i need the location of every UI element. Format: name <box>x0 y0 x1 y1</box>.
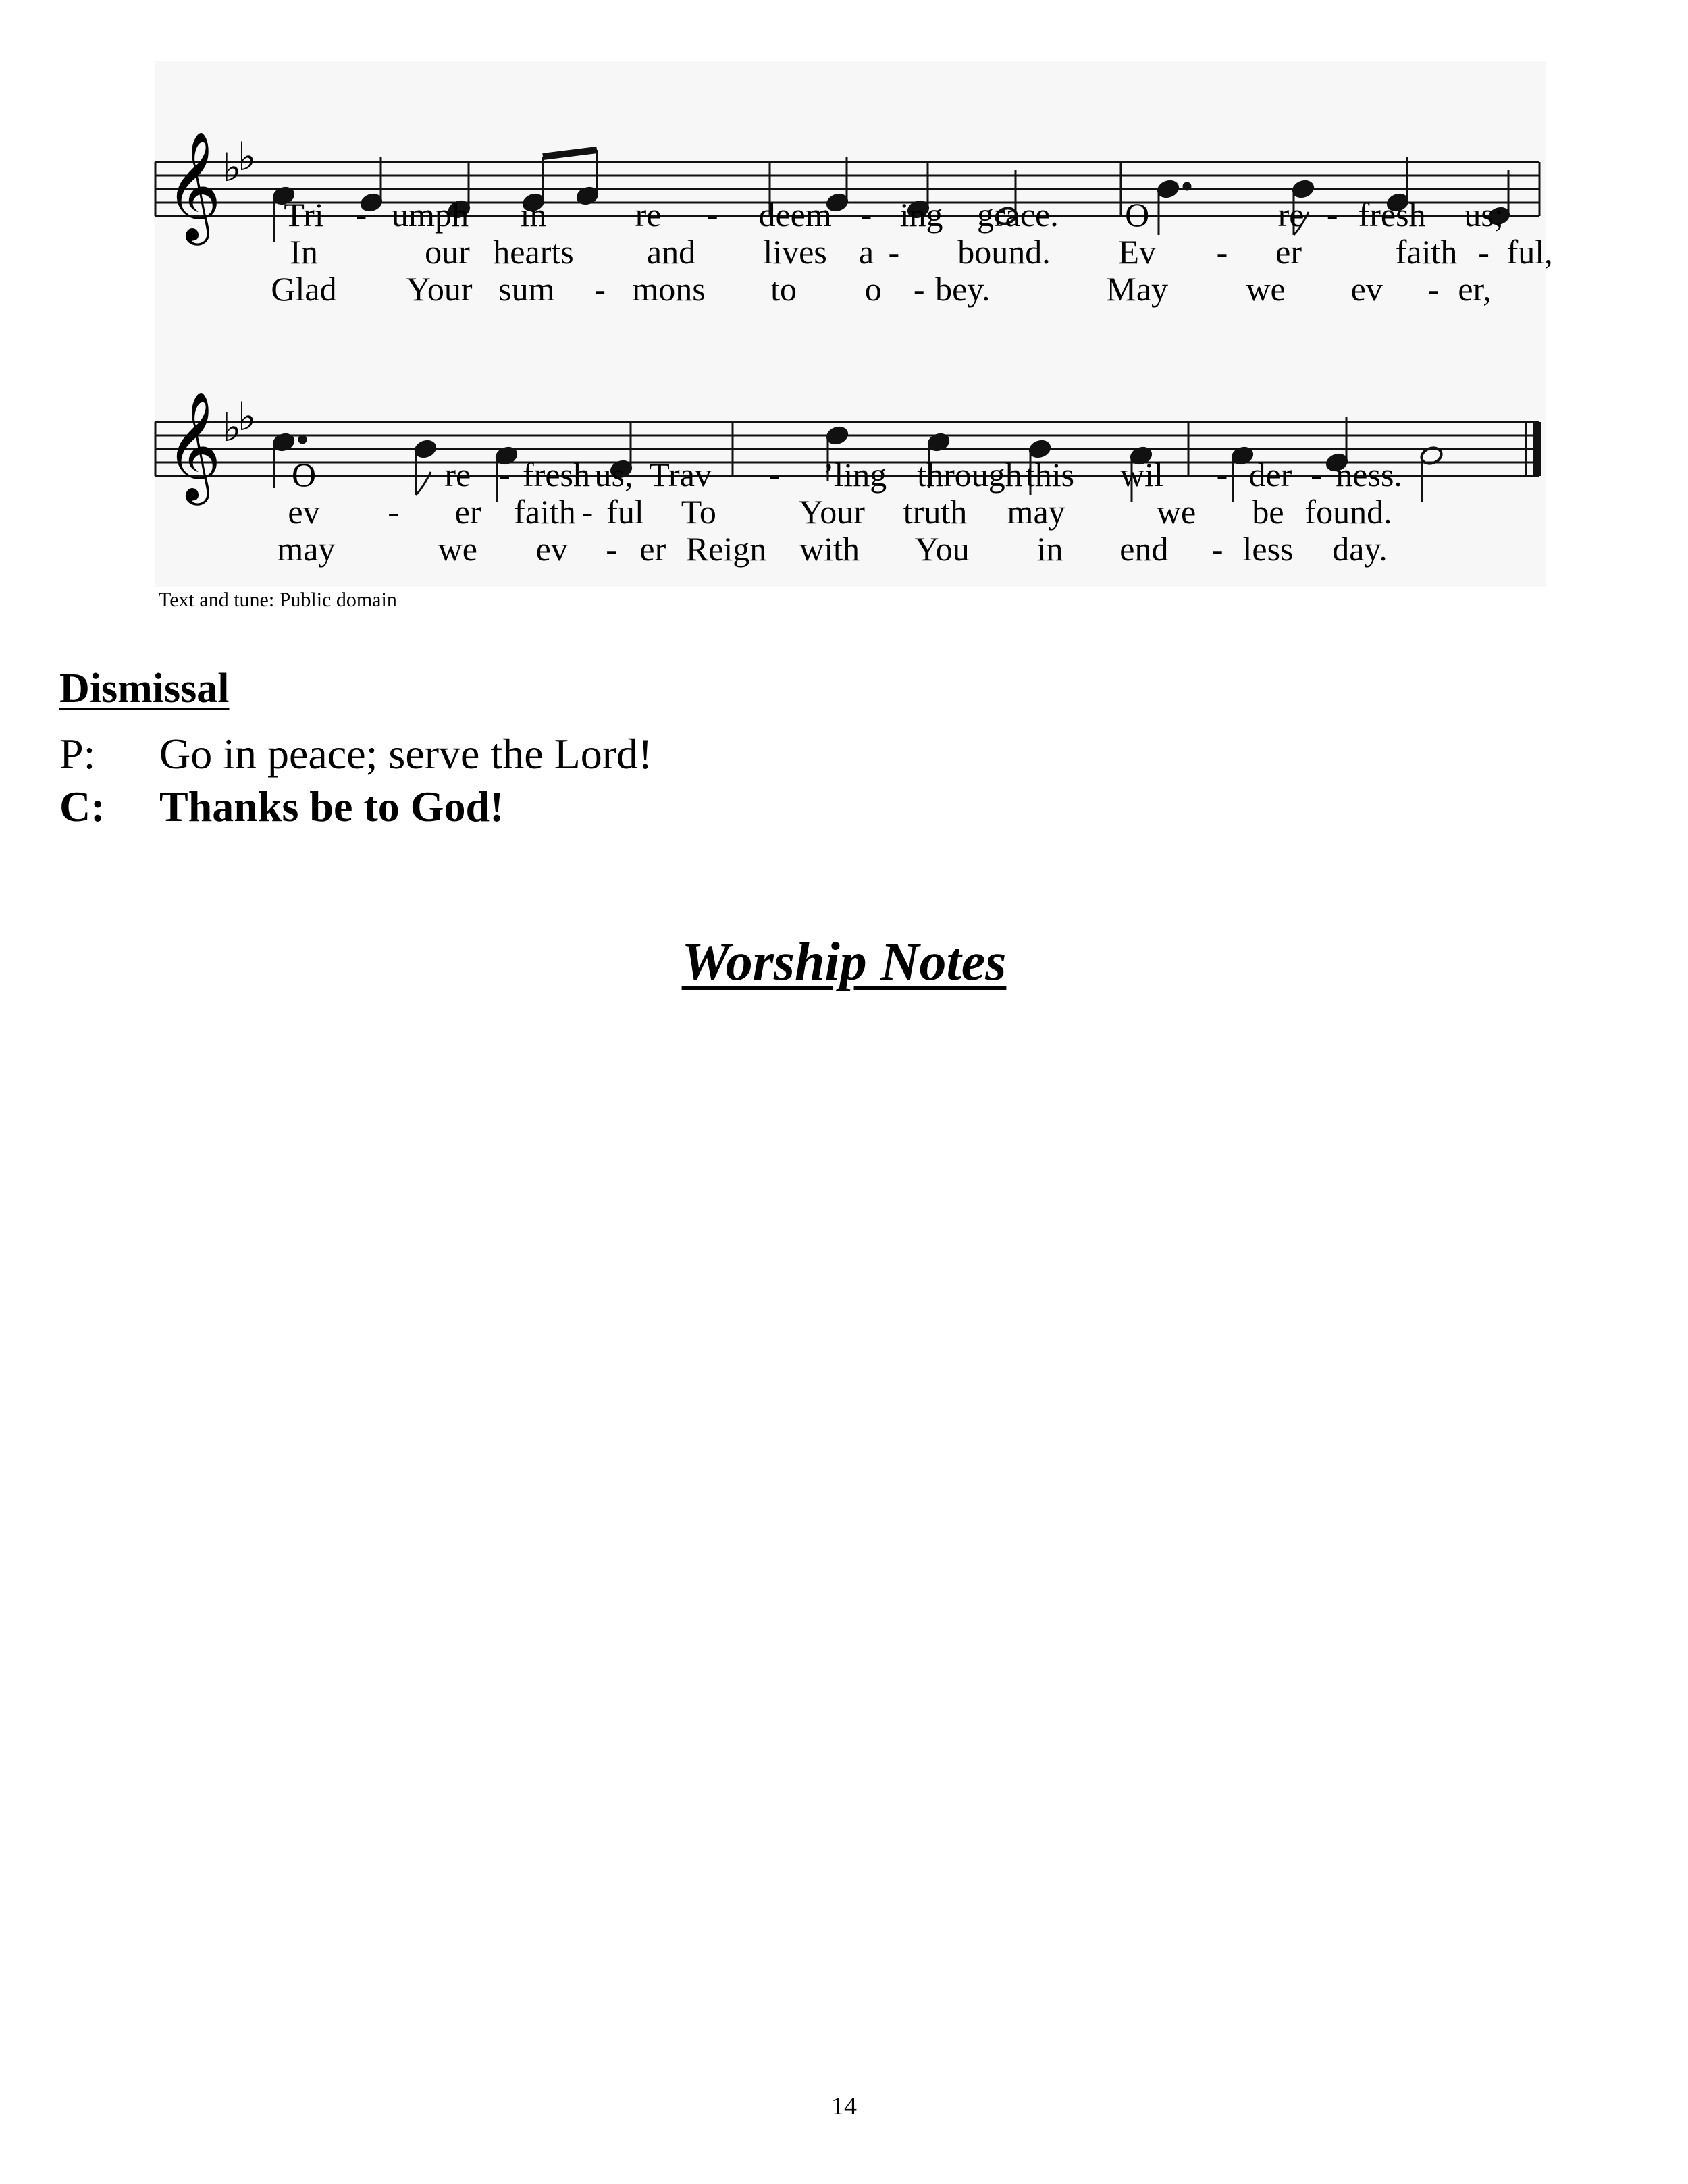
lyric-syllable: ev <box>1350 270 1383 308</box>
lyric-syllable: - <box>768 456 781 494</box>
lyric-syllable: o <box>864 270 882 308</box>
lyric-syllable: - <box>1311 456 1322 494</box>
lyric-syllable: sum <box>498 270 555 308</box>
lyric-syllable: found. <box>1304 493 1392 531</box>
speaker-role: P: <box>59 730 96 778</box>
lyric-syllable: lives <box>763 233 827 271</box>
lyric-syllable: Your <box>799 493 865 531</box>
lyric-syllable: ev <box>288 493 320 531</box>
lyric-syllable: - <box>499 456 510 494</box>
lyric-syllable: - <box>888 233 900 271</box>
lyric-syllable: hearts <box>493 233 574 271</box>
lyric-syllable: ness. <box>1336 456 1402 494</box>
lyric-syllable: be <box>1252 493 1284 531</box>
lyric-syllable: Glad <box>271 270 337 308</box>
lyric-syllable: we <box>438 530 477 568</box>
lyric-syllable: - <box>606 530 617 568</box>
lyric-syllable: truth <box>903 493 968 531</box>
lyric-syllable: - <box>860 196 872 234</box>
lyric-syllable: O <box>291 456 317 494</box>
lyric-syllable: O <box>1125 196 1150 234</box>
lyric-syllable: Reign <box>685 530 767 568</box>
lyric-syllable: re <box>444 456 471 494</box>
lyric-syllable: mons <box>632 270 706 308</box>
lyric-syllable: less <box>1242 530 1294 568</box>
lyric-syllable: bey. <box>935 270 991 308</box>
flat-icon: ♭ <box>238 394 257 440</box>
lyric-syllable: faith <box>1395 233 1458 271</box>
lyric-syllable: may <box>277 530 336 568</box>
hymn-credit: Text and tune: Public domain <box>159 589 397 611</box>
lyric-syllable: - <box>1216 456 1228 494</box>
spoken-text: Go in peace; serve the Lord! <box>159 730 653 778</box>
lyric-syllable: ful <box>606 493 644 531</box>
speaker-role: C: <box>59 782 105 830</box>
lyric-syllable: faith <box>514 493 576 531</box>
treble-clef-icon: 𝄞 <box>165 391 221 501</box>
lyric-syllable: ful, <box>1506 233 1553 271</box>
lyric-syllable: der <box>1248 456 1292 494</box>
lyric-syllable: deem <box>758 196 832 234</box>
lyric-syllable: - <box>913 270 925 308</box>
lyric-syllable: Ev <box>1118 233 1156 271</box>
lyric-syllable: re <box>635 196 662 234</box>
lyric-syllable: with <box>799 530 860 568</box>
lyric-syllable: in <box>1036 530 1063 568</box>
page-number: 14 <box>831 2092 857 2121</box>
lyric-syllable: - <box>594 270 606 308</box>
lyric-syllable: - <box>1211 530 1223 568</box>
note-beam <box>543 150 597 157</box>
lyric-syllable: we <box>1156 493 1196 531</box>
lyric-syllable: we <box>1246 270 1286 308</box>
lyric-syllable: this <box>1025 456 1075 494</box>
lyric-syllable: a <box>858 233 874 271</box>
lyric-syllable: - <box>1216 233 1228 271</box>
lyric-syllable: day. <box>1332 530 1388 568</box>
spoken-text: Thanks be to God! <box>159 782 504 830</box>
flat-icon: ♭ <box>238 134 257 180</box>
lyric-syllable: Trav <box>649 456 712 494</box>
lyric-syllable: through <box>917 456 1022 494</box>
lyric-syllable: our <box>425 233 470 271</box>
lyric-syllable: - <box>388 493 399 531</box>
treble-clef-icon: 𝄞 <box>165 131 221 241</box>
lyric-syllable: - <box>1478 233 1489 271</box>
flat-icon: ♭ <box>223 144 242 190</box>
lyric-syllable: us; <box>1464 196 1504 234</box>
lyric-syllable: ’ling <box>822 456 887 494</box>
lyric-syllable: - <box>1326 196 1338 234</box>
lyric-syllable: fresh <box>523 456 590 494</box>
lyric-syllable: umph <box>392 196 469 234</box>
lyric-syllable: Tri <box>284 196 324 234</box>
music-staff-1 <box>155 95 1546 270</box>
lyric-syllable: You <box>914 530 970 568</box>
lyric-syllable: er, <box>1458 270 1492 308</box>
lyric-syllable: Your <box>406 270 473 308</box>
lyric-syllable: us, <box>594 456 633 494</box>
hymn-music <box>155 61 1553 587</box>
dot-icon <box>1184 183 1190 190</box>
lyric-syllable: end <box>1119 530 1169 568</box>
lyric-syllable: in <box>520 196 547 234</box>
lyric-syllable: er <box>1275 233 1302 271</box>
dot-icon <box>299 436 306 443</box>
lyric-syllable: re <box>1277 196 1304 234</box>
lyric-syllable: bound. <box>957 233 1051 271</box>
lyric-syllable: - <box>355 196 367 234</box>
lyric-syllable: and <box>646 233 696 271</box>
lyric-syllable: wil <box>1120 456 1163 494</box>
lyric-syllable: ev <box>535 530 568 568</box>
lyric-syllable: may <box>1007 493 1065 531</box>
lyric-syllable: - <box>581 493 594 531</box>
lyric-syllable: - <box>706 196 718 234</box>
lyric-syllable: - <box>1427 270 1440 308</box>
lyric-syllable: To <box>681 493 716 531</box>
lyric-syllable: grace. <box>977 196 1059 234</box>
lyric-syllable: to <box>770 270 797 308</box>
dismissal-heading: Dismissal <box>59 666 230 712</box>
lyric-syllable: ing <box>899 196 943 234</box>
flat-icon: ♭ <box>223 404 242 450</box>
lyric-syllable: er <box>454 493 481 531</box>
lyric-syllable: May <box>1106 270 1169 308</box>
lyric-syllable: fresh <box>1358 196 1426 234</box>
worship-notes-title: Worship Notes <box>681 932 1007 992</box>
lyric-syllable: In <box>290 233 318 271</box>
lyric-syllable: er <box>639 530 666 568</box>
